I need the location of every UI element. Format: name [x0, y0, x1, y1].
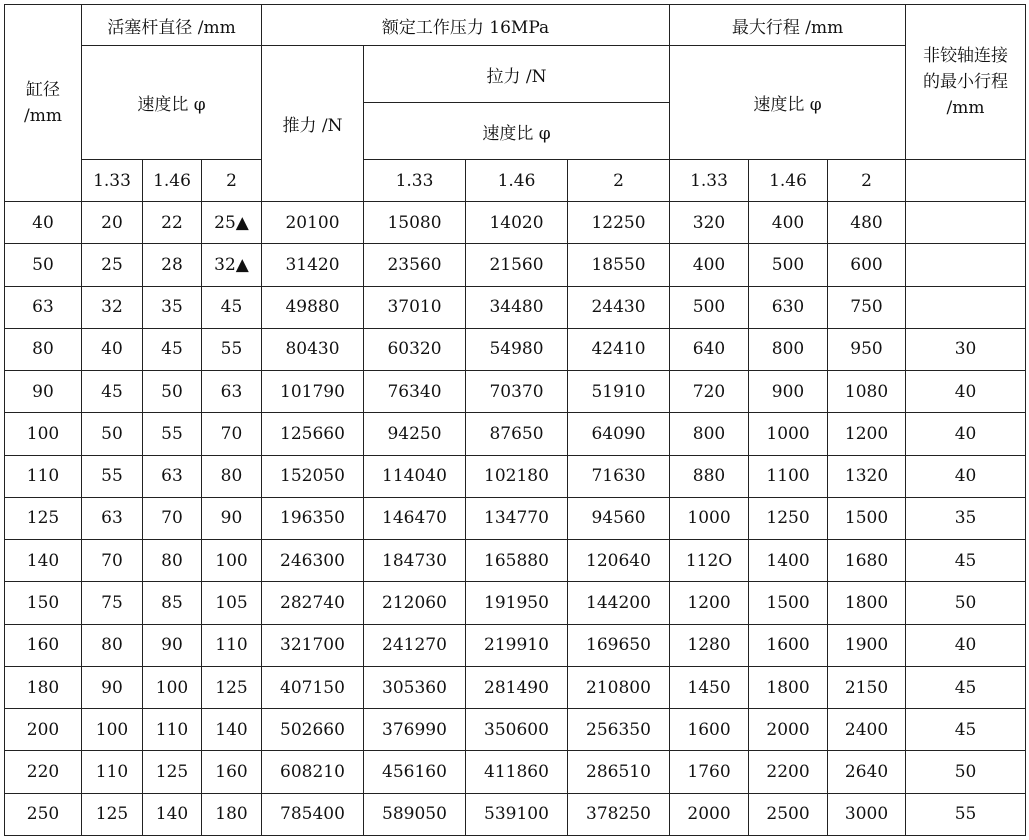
table-row	[5, 286, 1026, 328]
push-force-cell: 20100	[262, 202, 364, 244]
pull-146-cell: 54980	[466, 328, 568, 370]
bore-cell: 140	[5, 540, 82, 582]
pull-133-cell: 23560	[364, 244, 466, 286]
stroke-2-cell: 1900	[828, 624, 906, 666]
pull-146-cell: 34480	[466, 286, 568, 328]
pull-133-cell: 37010	[364, 286, 466, 328]
stroke-146-cell: 1000	[749, 413, 828, 455]
bore-cell: 40	[5, 202, 82, 244]
push-force-cell: 152050	[262, 455, 364, 497]
pull-133-cell: 212060	[364, 582, 466, 624]
push-force-cell: 407150	[262, 666, 364, 708]
min-stroke-cell	[906, 286, 1026, 328]
stroke-133-cell: 1200	[670, 582, 749, 624]
stroke-133-cell: 400	[670, 244, 749, 286]
table-row	[5, 540, 1026, 582]
stroke-2-cell: 1200	[828, 413, 906, 455]
min-stroke-cell: 40	[906, 624, 1026, 666]
bore-cell: 80	[5, 328, 82, 370]
table-row	[5, 413, 1026, 455]
rod-146-cell: 85	[143, 582, 202, 624]
pull-2-cell: 210800	[568, 666, 670, 708]
pull-146-cell: 70370	[466, 371, 568, 413]
pull-133-cell: 184730	[364, 540, 466, 582]
min-stroke-cell: 50	[906, 751, 1026, 793]
table-row	[5, 497, 1026, 539]
table-row	[5, 455, 1026, 497]
pull-146-cell: 411860	[466, 751, 568, 793]
min-stroke-cell	[906, 202, 1026, 244]
stroke-146-cell: 1800	[749, 666, 828, 708]
rod-133-cell: 45	[82, 371, 143, 413]
pull-2-cell: 169650	[568, 624, 670, 666]
min-stroke-cell: 45	[906, 666, 1026, 708]
stroke-2-cell: 1800	[828, 582, 906, 624]
stroke-133-cell: 800	[670, 413, 749, 455]
push-force-cell: 101790	[262, 371, 364, 413]
rod-146-cell: 140	[143, 793, 202, 835]
pull-2-cell: 24430	[568, 286, 670, 328]
min-stroke-header-line2: 的最小行程	[923, 72, 1009, 92]
stroke-2-cell: 2150	[828, 666, 906, 708]
min-stroke-cell: 50	[906, 582, 1026, 624]
rod-146-cell: 125	[143, 751, 202, 793]
rod-2-cell: 90	[202, 497, 262, 539]
rod-133-cell: 50	[82, 413, 143, 455]
rod-2-cell: 140	[202, 709, 262, 751]
stroke-2-cell: 600	[828, 244, 906, 286]
stroke-133-cell: 2000	[670, 793, 749, 835]
bore-cell: 180	[5, 666, 82, 708]
push-force-cell: 608210	[262, 751, 364, 793]
rod-146-cell: 100	[143, 666, 202, 708]
max-stroke-header: 最大行程 /mm	[670, 5, 906, 46]
stroke-146-cell: 900	[749, 371, 828, 413]
push-force-cell: 785400	[262, 793, 364, 835]
push-force-cell: 80430	[262, 328, 364, 370]
bore-cell: 50	[5, 244, 82, 286]
min-stroke-cell: 40	[906, 455, 1026, 497]
rod-133-cell: 90	[82, 666, 143, 708]
stroke-133-cell: 1760	[670, 751, 749, 793]
stroke-146-cell: 800	[749, 328, 828, 370]
rod-146-cell: 22	[143, 202, 202, 244]
rod-2-cell: 70	[202, 413, 262, 455]
pull-2-cell: 64090	[568, 413, 670, 455]
pull-146-cell: 102180	[466, 455, 568, 497]
stroke-ratio-value: 1.46	[749, 160, 828, 202]
rod-133-cell: 70	[82, 540, 143, 582]
stroke-ratio-value: 2	[828, 160, 906, 202]
rod-ratio-value: 2	[202, 160, 262, 202]
rod-2-cell: 45	[202, 286, 262, 328]
stroke-133-cell: 720	[670, 371, 749, 413]
min-stroke-cell: 45	[906, 709, 1026, 751]
rod-2-cell: 180	[202, 793, 262, 835]
table-row	[5, 751, 1026, 793]
stroke-133-cell: 880	[670, 455, 749, 497]
rod-133-cell: 40	[82, 328, 143, 370]
min-stroke-cell: 45	[906, 540, 1026, 582]
rod-146-cell: 110	[143, 709, 202, 751]
bore-cell: 160	[5, 624, 82, 666]
bore-cell: 90	[5, 371, 82, 413]
rod-133-cell: 125	[82, 793, 143, 835]
stroke-133-cell: 1000	[670, 497, 749, 539]
stroke-2-cell: 2640	[828, 751, 906, 793]
pull-146-cell: 14020	[466, 202, 568, 244]
pull-146-cell: 21560	[466, 244, 568, 286]
min-stroke-cell: 40	[906, 371, 1026, 413]
rod-2-cell: 105	[202, 582, 262, 624]
table-row	[5, 709, 1026, 751]
rod-146-cell: 70	[143, 497, 202, 539]
pull-146-cell: 219910	[466, 624, 568, 666]
pull-speed-ratio-header: 速度比 φ	[364, 103, 670, 160]
rod-2-cell: 80	[202, 455, 262, 497]
pull-ratio-value: 2	[568, 160, 670, 202]
stroke-146-cell: 1600	[749, 624, 828, 666]
rod-133-cell: 20	[82, 202, 143, 244]
push-force-cell: 125660	[262, 413, 364, 455]
bore-cell: 220	[5, 751, 82, 793]
rod-2-cell: 63	[202, 371, 262, 413]
stroke-ratio-value: 1.33	[670, 160, 749, 202]
stroke-2-cell: 950	[828, 328, 906, 370]
table-row	[5, 202, 1026, 244]
push-force-cell: 246300	[262, 540, 364, 582]
rod-133-cell: 25	[82, 244, 143, 286]
stroke-146-cell: 630	[749, 286, 828, 328]
rod-2-cell: 100	[202, 540, 262, 582]
stroke-2-cell: 750	[828, 286, 906, 328]
table-row	[5, 244, 1026, 286]
pull-ratio-value: 1.33	[364, 160, 466, 202]
rod-ratio-value: 1.33	[82, 160, 143, 202]
min-stroke-header	[906, 5, 1026, 160]
stroke-146-cell: 2200	[749, 751, 828, 793]
pull-2-cell: 71630	[568, 455, 670, 497]
min-stroke-cell: 55	[906, 793, 1026, 835]
pull-2-cell: 42410	[568, 328, 670, 370]
pull-133-cell: 241270	[364, 624, 466, 666]
table-row	[5, 371, 1026, 413]
pull-133-cell: 114040	[364, 455, 466, 497]
stroke-2-cell: 1680	[828, 540, 906, 582]
stroke-133-cell: 112O	[670, 540, 749, 582]
rod-146-cell: 90	[143, 624, 202, 666]
pull-146-cell: 191950	[466, 582, 568, 624]
pull-146-cell: 87650	[466, 413, 568, 455]
table-row	[5, 793, 1026, 835]
table-row	[5, 666, 1026, 708]
min-stroke-ratio-blank	[906, 160, 1026, 202]
stroke-146-cell: 400	[749, 202, 828, 244]
rated-pressure-header: 额定工作压力 16MPa	[262, 5, 670, 46]
bore-cell: 100	[5, 413, 82, 455]
pull-2-cell: 256350	[568, 709, 670, 751]
bore-cell: 63	[5, 286, 82, 328]
stroke-2-cell: 2400	[828, 709, 906, 751]
bore-cell: 125	[5, 497, 82, 539]
stroke-133-cell: 500	[670, 286, 749, 328]
rod-2-cell: 32▲	[202, 244, 262, 286]
bore-cell: 250	[5, 793, 82, 835]
rod-133-cell: 75	[82, 582, 143, 624]
pull-133-cell: 589050	[364, 793, 466, 835]
rod-133-cell: 63	[82, 497, 143, 539]
rod-133-cell: 100	[82, 709, 143, 751]
rod-2-cell: 125	[202, 666, 262, 708]
rod-133-cell: 55	[82, 455, 143, 497]
push-force-header: 推力 /N	[262, 46, 364, 202]
push-force-cell: 31420	[262, 244, 364, 286]
rod-146-cell: 45	[143, 328, 202, 370]
rod-146-cell: 35	[143, 286, 202, 328]
rod-2-cell: 55	[202, 328, 262, 370]
push-force-cell: 502660	[262, 709, 364, 751]
min-stroke-cell	[906, 244, 1026, 286]
min-stroke-cell: 35	[906, 497, 1026, 539]
pull-force-header: 拉力 /N	[364, 46, 670, 103]
cylinder-spec-table	[4, 4, 1026, 836]
pull-2-cell: 12250	[568, 202, 670, 244]
table-row	[5, 624, 1026, 666]
pull-2-cell: 51910	[568, 371, 670, 413]
pull-133-cell: 76340	[364, 371, 466, 413]
stroke-146-cell: 500	[749, 244, 828, 286]
stroke-2-cell: 480	[828, 202, 906, 244]
bore-header	[5, 5, 82, 202]
pull-2-cell: 94560	[568, 497, 670, 539]
stroke-146-cell: 1250	[749, 497, 828, 539]
min-stroke-cell: 40	[906, 413, 1026, 455]
stroke-146-cell: 2500	[749, 793, 828, 835]
pull-133-cell: 15080	[364, 202, 466, 244]
min-stroke-header-line1: 非铰轴连接	[923, 46, 1009, 66]
stroke-2-cell: 1500	[828, 497, 906, 539]
pull-ratio-value: 1.46	[466, 160, 568, 202]
pull-133-cell: 94250	[364, 413, 466, 455]
pull-2-cell: 286510	[568, 751, 670, 793]
stroke-146-cell: 1500	[749, 582, 828, 624]
rod-ratio-value: 1.46	[143, 160, 202, 202]
bore-cell: 200	[5, 709, 82, 751]
stroke-2-cell: 3000	[828, 793, 906, 835]
stroke-133-cell: 1450	[670, 666, 749, 708]
pull-2-cell: 144200	[568, 582, 670, 624]
stroke-146-cell: 2000	[749, 709, 828, 751]
rod-2-cell: 160	[202, 751, 262, 793]
stroke-2-cell: 1080	[828, 371, 906, 413]
pull-146-cell: 165880	[466, 540, 568, 582]
push-force-cell: 196350	[262, 497, 364, 539]
bore-header-line1: 缸径	[26, 80, 60, 100]
rod-133-cell: 80	[82, 624, 143, 666]
stroke-146-cell: 1400	[749, 540, 828, 582]
stroke-133-cell: 320	[670, 202, 749, 244]
pull-2-cell: 18550	[568, 244, 670, 286]
bore-cell: 110	[5, 455, 82, 497]
rod-146-cell: 55	[143, 413, 202, 455]
rod-speed-ratio-header: 速度比 φ	[82, 46, 262, 160]
pull-133-cell: 456160	[364, 751, 466, 793]
table-row	[5, 328, 1026, 370]
pull-2-cell: 378250	[568, 793, 670, 835]
push-force-cell: 49880	[262, 286, 364, 328]
rod-133-cell: 32	[82, 286, 143, 328]
pull-146-cell: 539100	[466, 793, 568, 835]
rod-2-cell: 110	[202, 624, 262, 666]
rod-133-cell: 110	[82, 751, 143, 793]
push-force-cell: 282740	[262, 582, 364, 624]
pull-133-cell: 60320	[364, 328, 466, 370]
stroke-133-cell: 1280	[670, 624, 749, 666]
stroke-2-cell: 1320	[828, 455, 906, 497]
pull-133-cell: 146470	[364, 497, 466, 539]
pull-146-cell: 134770	[466, 497, 568, 539]
rod-146-cell: 63	[143, 455, 202, 497]
rod-2-cell: 25▲	[202, 202, 262, 244]
table-body	[5, 202, 1026, 836]
rod-146-cell: 80	[143, 540, 202, 582]
stroke-speed-ratio-header: 速度比 φ	[670, 46, 906, 160]
rod-146-cell: 50	[143, 371, 202, 413]
pull-146-cell: 350600	[466, 709, 568, 751]
min-stroke-cell: 30	[906, 328, 1026, 370]
rod-146-cell: 28	[143, 244, 202, 286]
table-row	[5, 582, 1026, 624]
stroke-133-cell: 1600	[670, 709, 749, 751]
stroke-146-cell: 1100	[749, 455, 828, 497]
push-force-cell: 321700	[262, 624, 364, 666]
bore-header-line2: /mm	[24, 106, 62, 126]
pull-133-cell: 305360	[364, 666, 466, 708]
pull-2-cell: 120640	[568, 540, 670, 582]
min-stroke-header-line3: /mm	[946, 98, 985, 118]
pull-133-cell: 376990	[364, 709, 466, 751]
stroke-133-cell: 640	[670, 328, 749, 370]
bore-cell: 150	[5, 582, 82, 624]
rod-diameter-header: 活塞杆直径 /mm	[82, 5, 262, 46]
pull-146-cell: 281490	[466, 666, 568, 708]
